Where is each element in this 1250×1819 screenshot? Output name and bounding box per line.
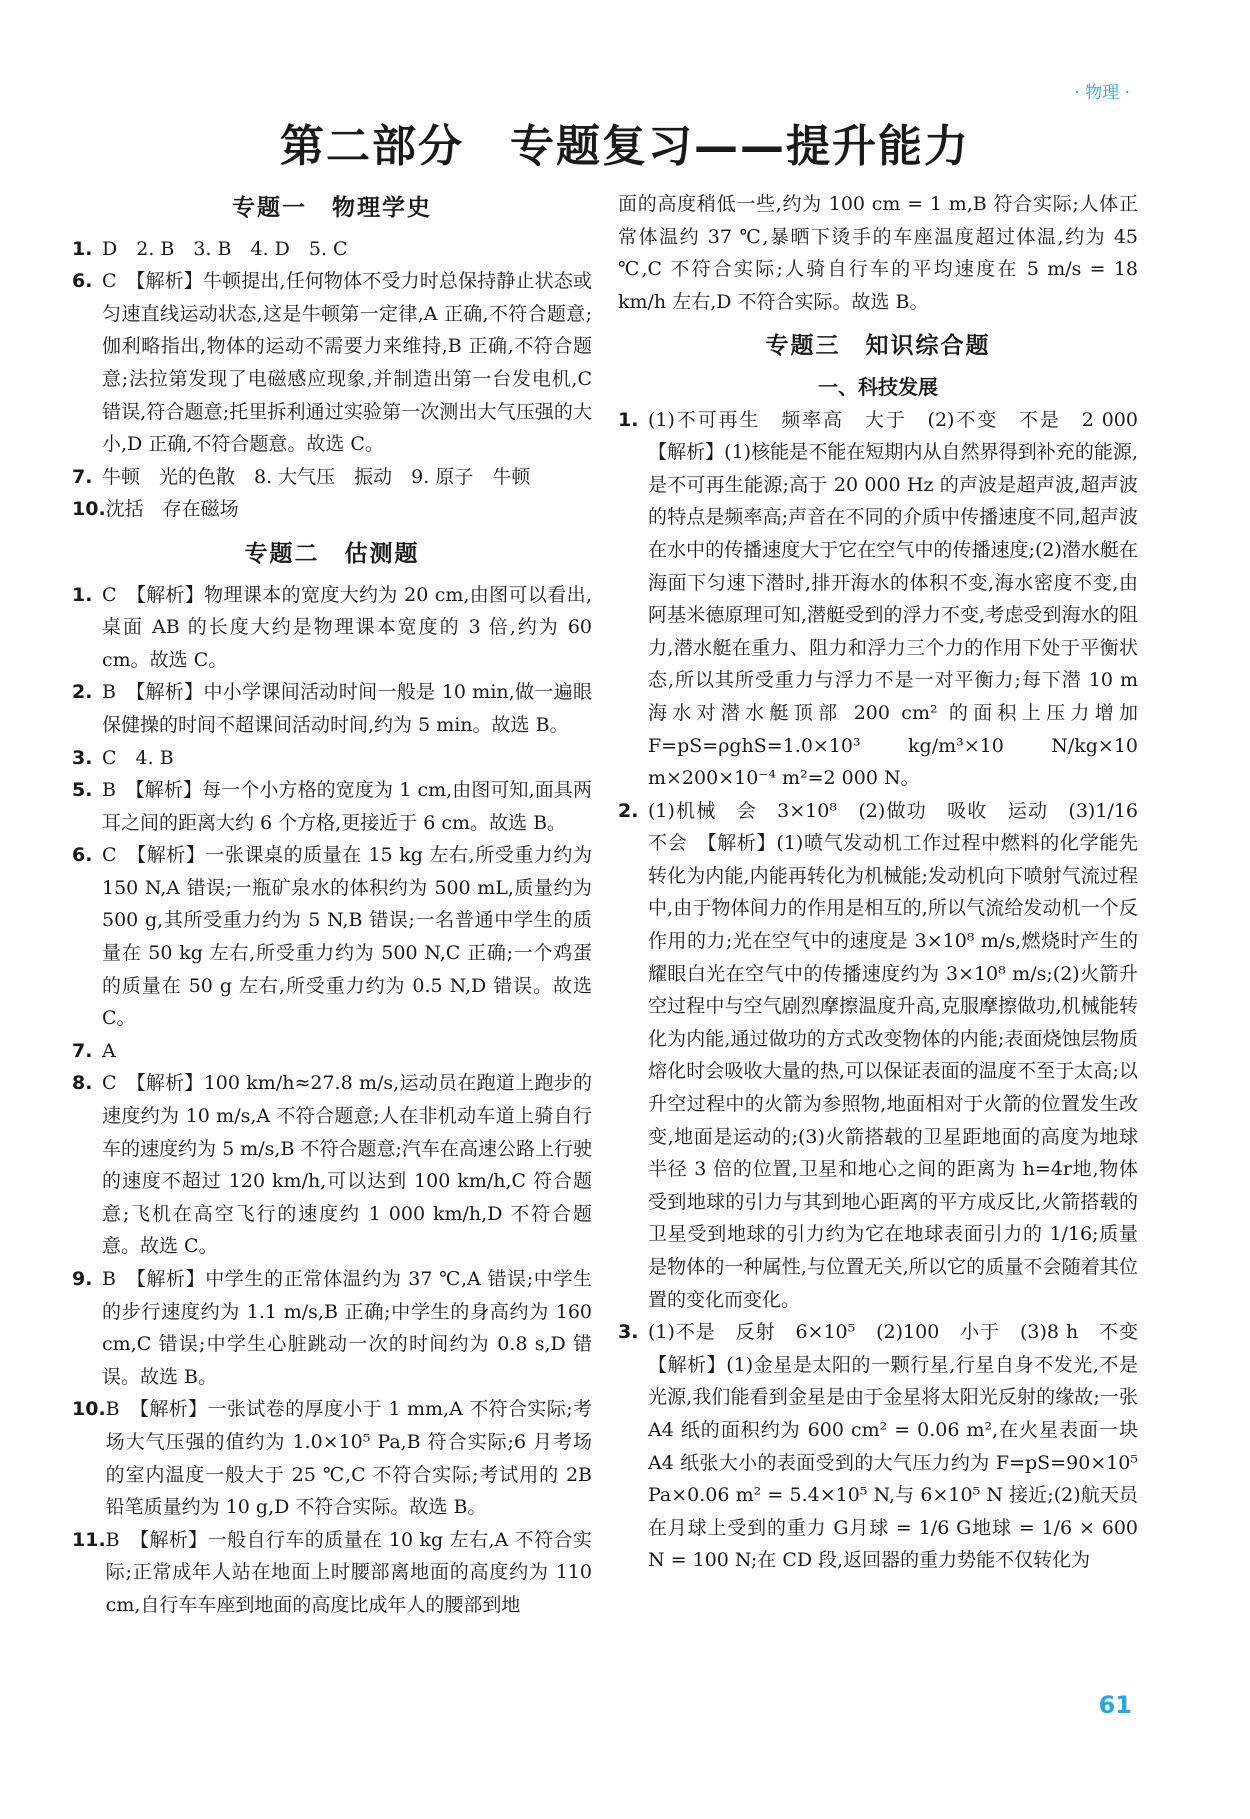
answer-item [618,795,1158,1317]
answer-number: 6. [72,270,93,293]
answer-item [72,461,592,494]
answer-number: 6. [72,844,93,867]
answer-item [72,233,592,266]
answer-item [72,1263,592,1393]
answer-number: 8. [72,1072,93,1095]
page-title: 第二部分 专题复习——提升能力 [280,121,970,172]
answer-number: 9. [72,1268,93,1290]
answer-item [618,404,1158,795]
answer-text: A [102,1039,116,1062]
answer-text: B 【解析】一般自行车的质量在 10 kg 左右,A 不符合实际;正常成年人站在地面上时腰部离地面的高度约为 110 cm,自行车车座到地面的高度比成年人的腰部到地 [105,1528,592,1616]
answer-item [72,493,592,526]
left-column [72,186,592,1622]
answer-number: 1. [72,583,93,606]
answer-item [72,742,592,775]
answer-number: 5. [72,779,93,802]
answer-number: 3. [72,746,93,769]
answer-item [72,676,592,741]
answer-text: C 【解析】物理课本的宽度大约为 20 cm,由图可以看出,桌面 AB 的长度大约是物理课本宽度的 3 倍,约为 60 cm。故选 C。 [102,583,592,671]
answer-number: 7. [72,1039,93,1062]
answer-text: C 【解析】100 km/h≈27.8 m/s,运动员在跑道上跑步的速度约为 10 m/s,A 不符合题意;人在非机动车道上骑自行车的速度约为 5 m/s,B 不符合题意;汽车在高速公路上行驶的速度不超过 120 km/h,可以达到 100 km/h,C 符合题意;飞机在高空飞行的速度约 1 000 km/h,D 不符合题意。故选 C。 [102,1072,592,1258]
answer-item [72,839,592,1035]
answer-text: 沈括 存在磁场 [105,498,239,521]
answer-item [72,774,592,839]
answer-text: (1)不可再生 频率高 大于 (2)不变 不是 2 000 【解析】(1)核能是不能在短期内从自然界得到补充的能源,是不可再生能源;高于 20 000 Hz 的声波是超声波,超声波的特点是频率高;声音在不同的介质中传播速度不同,超声波在水中的传播速度大于它在空气中的传播速度;(2)潜水艇在海面下匀速下潜时,排开海水的体积不变,海水密度不变,由阿基米德原理可知,潜艇受到的浮力不变,考虑受到海水的阻力,潜水艇在重力、阻力和浮力三个力的作用下处于平衡状态,所以其所受重力与浮力不是一对平衡力;每下潜 10 m 海水对潜水艇顶部 200 cm² 的面积上压力增加 F=pS=ρghS=1.0×10³ kg/m³×10 N/kg×10 m×200×10⁻⁴ m²=2 000 N。 [648,408,1158,790]
answer-number: 2. [72,681,93,704]
answer-text: B 【解析】一张试卷的厚度小于 1 mm,A 不符合实际;考场大气压强的值约为 1.0×10⁵ Pa,B 符合实际;6 月考场的室内温度一般大于 25 ℃,C 不符合实际;考试用的 2B 铅笔质量约为 10 g,D 不符合实际。故选 B。 [105,1398,592,1519]
answer-number: 2. [618,799,639,822]
answer-text: 牛顿 光的色散 8. 大气压 振动 9. 原子 牛顿 [102,465,531,488]
subsection-heading: 一、科技发展 [818,374,938,399]
right-column [618,188,1158,1577]
answer-text: B 【解析】中学生的正常体温约为 37 ℃,A 错误;中学生的步行速度约为 1.1 m/s,B 正确;中学生的身高约为 160 cm,C 错误;中学生心脏跳动一次的时间约为 0.8 s,D 错误。故选 B。 [102,1268,592,1388]
answer-number: 7. [72,465,93,488]
answer-text: C 4. B [102,746,174,769]
answer-number: 3. [618,1321,639,1344]
answer-number: 10. [72,498,106,521]
answer-item [72,265,592,461]
answer-item [72,1067,592,1263]
answer-text: C 【解析】一张课桌的质量在 15 kg 左右,所受重力约为 150 N,A 错误;一瓶矿泉水的体积约为 500 mL,质量约为 500 g,其所受重力约为 5 N,B 错误;一名普通中学生的质量在 50 kg 左右,所受重力约为 500 N,C 正确;一个鸡蛋的质量在 50 g 左右,所受重力约为 0.5 N,D 错误。故选 C。 [102,844,592,1030]
answer-text: (1)机械 会 3×10⁸ (2)做功 吸收 运动 (3)1/16 不会 【解析】(1)喷气发动机工作过程中燃料的化学能先转化为内能,内能再转化为机械能;发动机向下喷射气流过程中,由于物体间力的作用是相互的,所以气流给发动机一个反作用的力;光在空气中的速度是 3×10⁸ m/s,燃烧时产生的耀眼白光在空气中的传播速度约为 3×10⁸ m/s;(2)火箭升空过程中与空气剧烈摩擦温度升高,克服摩擦做功,机械能转化为内能,通过做功的方式改变物体的内能;表面烧蚀层物质熔化时会吸收大量的热,可以保证表面的温度不至于太高;以升空过程中的火箭为参照物,地面相对于火箭的位置发生改变,地面是运动的;(3)火箭搭载的卫星距地面的高度为地球半径 3 倍的位置,卫星和地心之间的距离为 h=4r地,物体受到地球的引力与其到地心距离的平方成反比,火箭搭载的卫星受到地球的引力约为它在地球表面引力的 1/16;质量是物体的一种属性,与位置无关,所以它的质量不会随着其位置的变化而变化。 [648,799,1158,1311]
section-heading: 专题二 估测题 [244,540,420,567]
answer-item [72,579,592,677]
answer-item [72,1524,592,1622]
page-number: 61 [1098,1691,1132,1719]
answer-item [618,1316,1158,1577]
answer-number: 1. [72,237,93,260]
answer-text: D 2. B 3. B 4. D 5. C [102,237,348,260]
section-heading: 专题一 物理学史 [232,195,432,221]
continued-text: 面的高度稍低一些,约为 100 cm = 1 m,B 符合实际;人体正常体温约 37 ℃,暴晒下烫手的车座温度超过体温,约为 45 ℃,C 不符合实际;人骑自行车的平均速度在 5 m/s = 18 km/h 左右,D 不符合实际。故选 B。 [618,193,1138,313]
answer-text: (1)不是 反射 6×10⁵ (2)100 小于 (3)8 h 不变 【解析】(1)金星是太阳的一颗行星,行星自身不发光,不是光源,我们能看到金星是由于金星将太阳光反射的缘故;一张 A4 纸的面积约为 600 cm² = 0.06 m²,在火星表面一块 A4 纸张大小的表面受到的大气压力约为 F=pS=90×10⁵ Pa×0.06 m² = 5.4×10⁵ N,与 6×10⁵ N 接近;(2)航天员在月球上受到的重力 G月球 = 1/6 G地球 = 1/6 × 600 N = 100 N;在 CD 段,返回器的重力势能不仅转化为 [648,1321,1158,1572]
subject-tag: · 物理 · [1074,83,1130,103]
answer-text: C 【解析】牛顿提出,任何物体不受力时总保持静止状态或匀速直线运动状态,这是牛顿第一定律,A 正确,不符合题意;伽利略指出,物体的运动不需要力来维持,B 正确,不符合题意;法拉第发现了电磁感应现象,并制造出第一台发电机,C 错误,符合题意;托里拆利通过实验第一次测出大气压强的大小,D 正确,不符合题意。故选 C。 [102,270,592,456]
section-heading: 专题三 知识综合题 [765,333,991,360]
answer-number: 1. [618,408,639,431]
answer-item [72,1035,592,1068]
answer-text: B 【解析】中小学课间活动时间一般是 10 min,做一遍眼保健操的时间不超课间活动时间,约为 5 min。故选 B。 [102,681,592,736]
answer-item [72,1393,592,1523]
answer-number: 10. [72,1398,106,1421]
answer-number: 11. [72,1528,106,1551]
answer-text: B 【解析】每一个小方格的宽度为 1 cm,由图可知,面具两耳之间的距离大约 6 个方格,更接近于 6 cm。故选 B。 [102,779,592,834]
